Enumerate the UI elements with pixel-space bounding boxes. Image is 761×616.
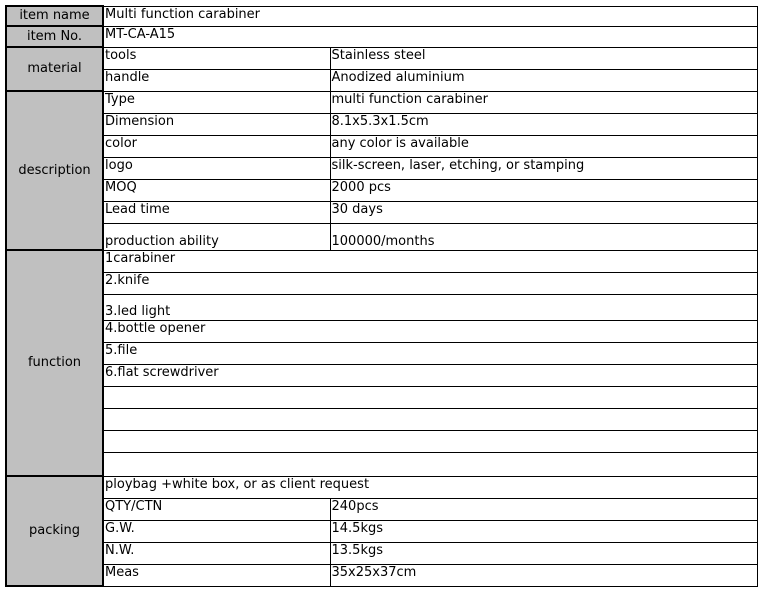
description-value: 2000 pcs: [330, 179, 757, 201]
material-value: Stainless steel: [330, 47, 757, 69]
function-item: [103, 408, 757, 430]
function-row: [6, 320, 757, 342]
material-key: tools: [103, 47, 330, 69]
packing-row: [6, 476, 757, 498]
description-row: [6, 223, 757, 250]
description-value: 100000/months: [330, 223, 757, 250]
function-item: [103, 430, 757, 452]
packing-row: [6, 520, 757, 542]
function-label: function: [6, 250, 103, 476]
function-row: [6, 342, 757, 364]
function-item: 3.led light: [103, 294, 757, 320]
packing-key: G.W.: [103, 520, 330, 542]
packing-value: 240pcs: [330, 498, 757, 520]
material-row: [6, 47, 757, 69]
description-row: [6, 201, 757, 223]
packing-label: packing: [6, 476, 103, 586]
packing-value: 35x25x37cm: [330, 564, 757, 586]
packing-key: Meas: [103, 564, 330, 586]
packing-note: ploybag +white box, or as client request: [103, 476, 757, 498]
description-row: [6, 157, 757, 179]
function-item: [103, 452, 757, 476]
function-row: [6, 386, 757, 408]
item-no-row: [6, 26, 757, 47]
description-key: Lead time: [103, 201, 330, 223]
material-row: [6, 69, 757, 91]
material-key: handle: [103, 69, 330, 91]
packing-key: N.W.: [103, 542, 330, 564]
description-label: description: [6, 91, 103, 250]
description-key: color: [103, 135, 330, 157]
item-no-label: item No.: [6, 26, 103, 47]
description-value: 8.1x5.3x1.5cm: [330, 113, 757, 135]
function-row: [6, 408, 757, 430]
function-item: 1carabiner: [103, 250, 757, 272]
description-key: logo: [103, 157, 330, 179]
function-row: [6, 294, 757, 320]
description-key: Type: [103, 91, 330, 113]
function-item: 6.flat screwdriver: [103, 364, 757, 386]
description-value: any color is available: [330, 135, 757, 157]
function-item: 4.bottle opener: [103, 320, 757, 342]
description-row: [6, 179, 757, 201]
function-item: 5.file: [103, 342, 757, 364]
spec-sheet-table: [5, 5, 758, 587]
function-row: [6, 250, 757, 272]
description-value: silk-screen, laser, etching, or stamping: [330, 157, 757, 179]
item-name-label: item name: [6, 6, 103, 26]
function-row: [6, 364, 757, 386]
packing-key: QTY/CTN: [103, 498, 330, 520]
function-item: 2.knife: [103, 272, 757, 294]
packing-row: [6, 542, 757, 564]
function-row: [6, 430, 757, 452]
description-value: 30 days: [330, 201, 757, 223]
item-no-value: MT-CA-A15: [103, 26, 757, 47]
description-row: [6, 113, 757, 135]
packing-value: 13.5kgs: [330, 542, 757, 564]
packing-value: 14.5kgs: [330, 520, 757, 542]
description-row: [6, 91, 757, 113]
function-row: [6, 452, 757, 476]
description-key: production ability: [103, 223, 330, 250]
packing-row: [6, 498, 757, 520]
description-key: Dimension: [103, 113, 330, 135]
material-label: material: [6, 47, 103, 91]
item-name-value: Multi function carabiner: [103, 6, 757, 26]
description-value: multi function carabiner: [330, 91, 757, 113]
description-row: [6, 135, 757, 157]
description-key: MOQ: [103, 179, 330, 201]
function-item: [103, 386, 757, 408]
item-name-row: [6, 6, 757, 26]
packing-row: [6, 564, 757, 586]
function-row: [6, 272, 757, 294]
material-value: Anodized aluminium: [330, 69, 757, 91]
